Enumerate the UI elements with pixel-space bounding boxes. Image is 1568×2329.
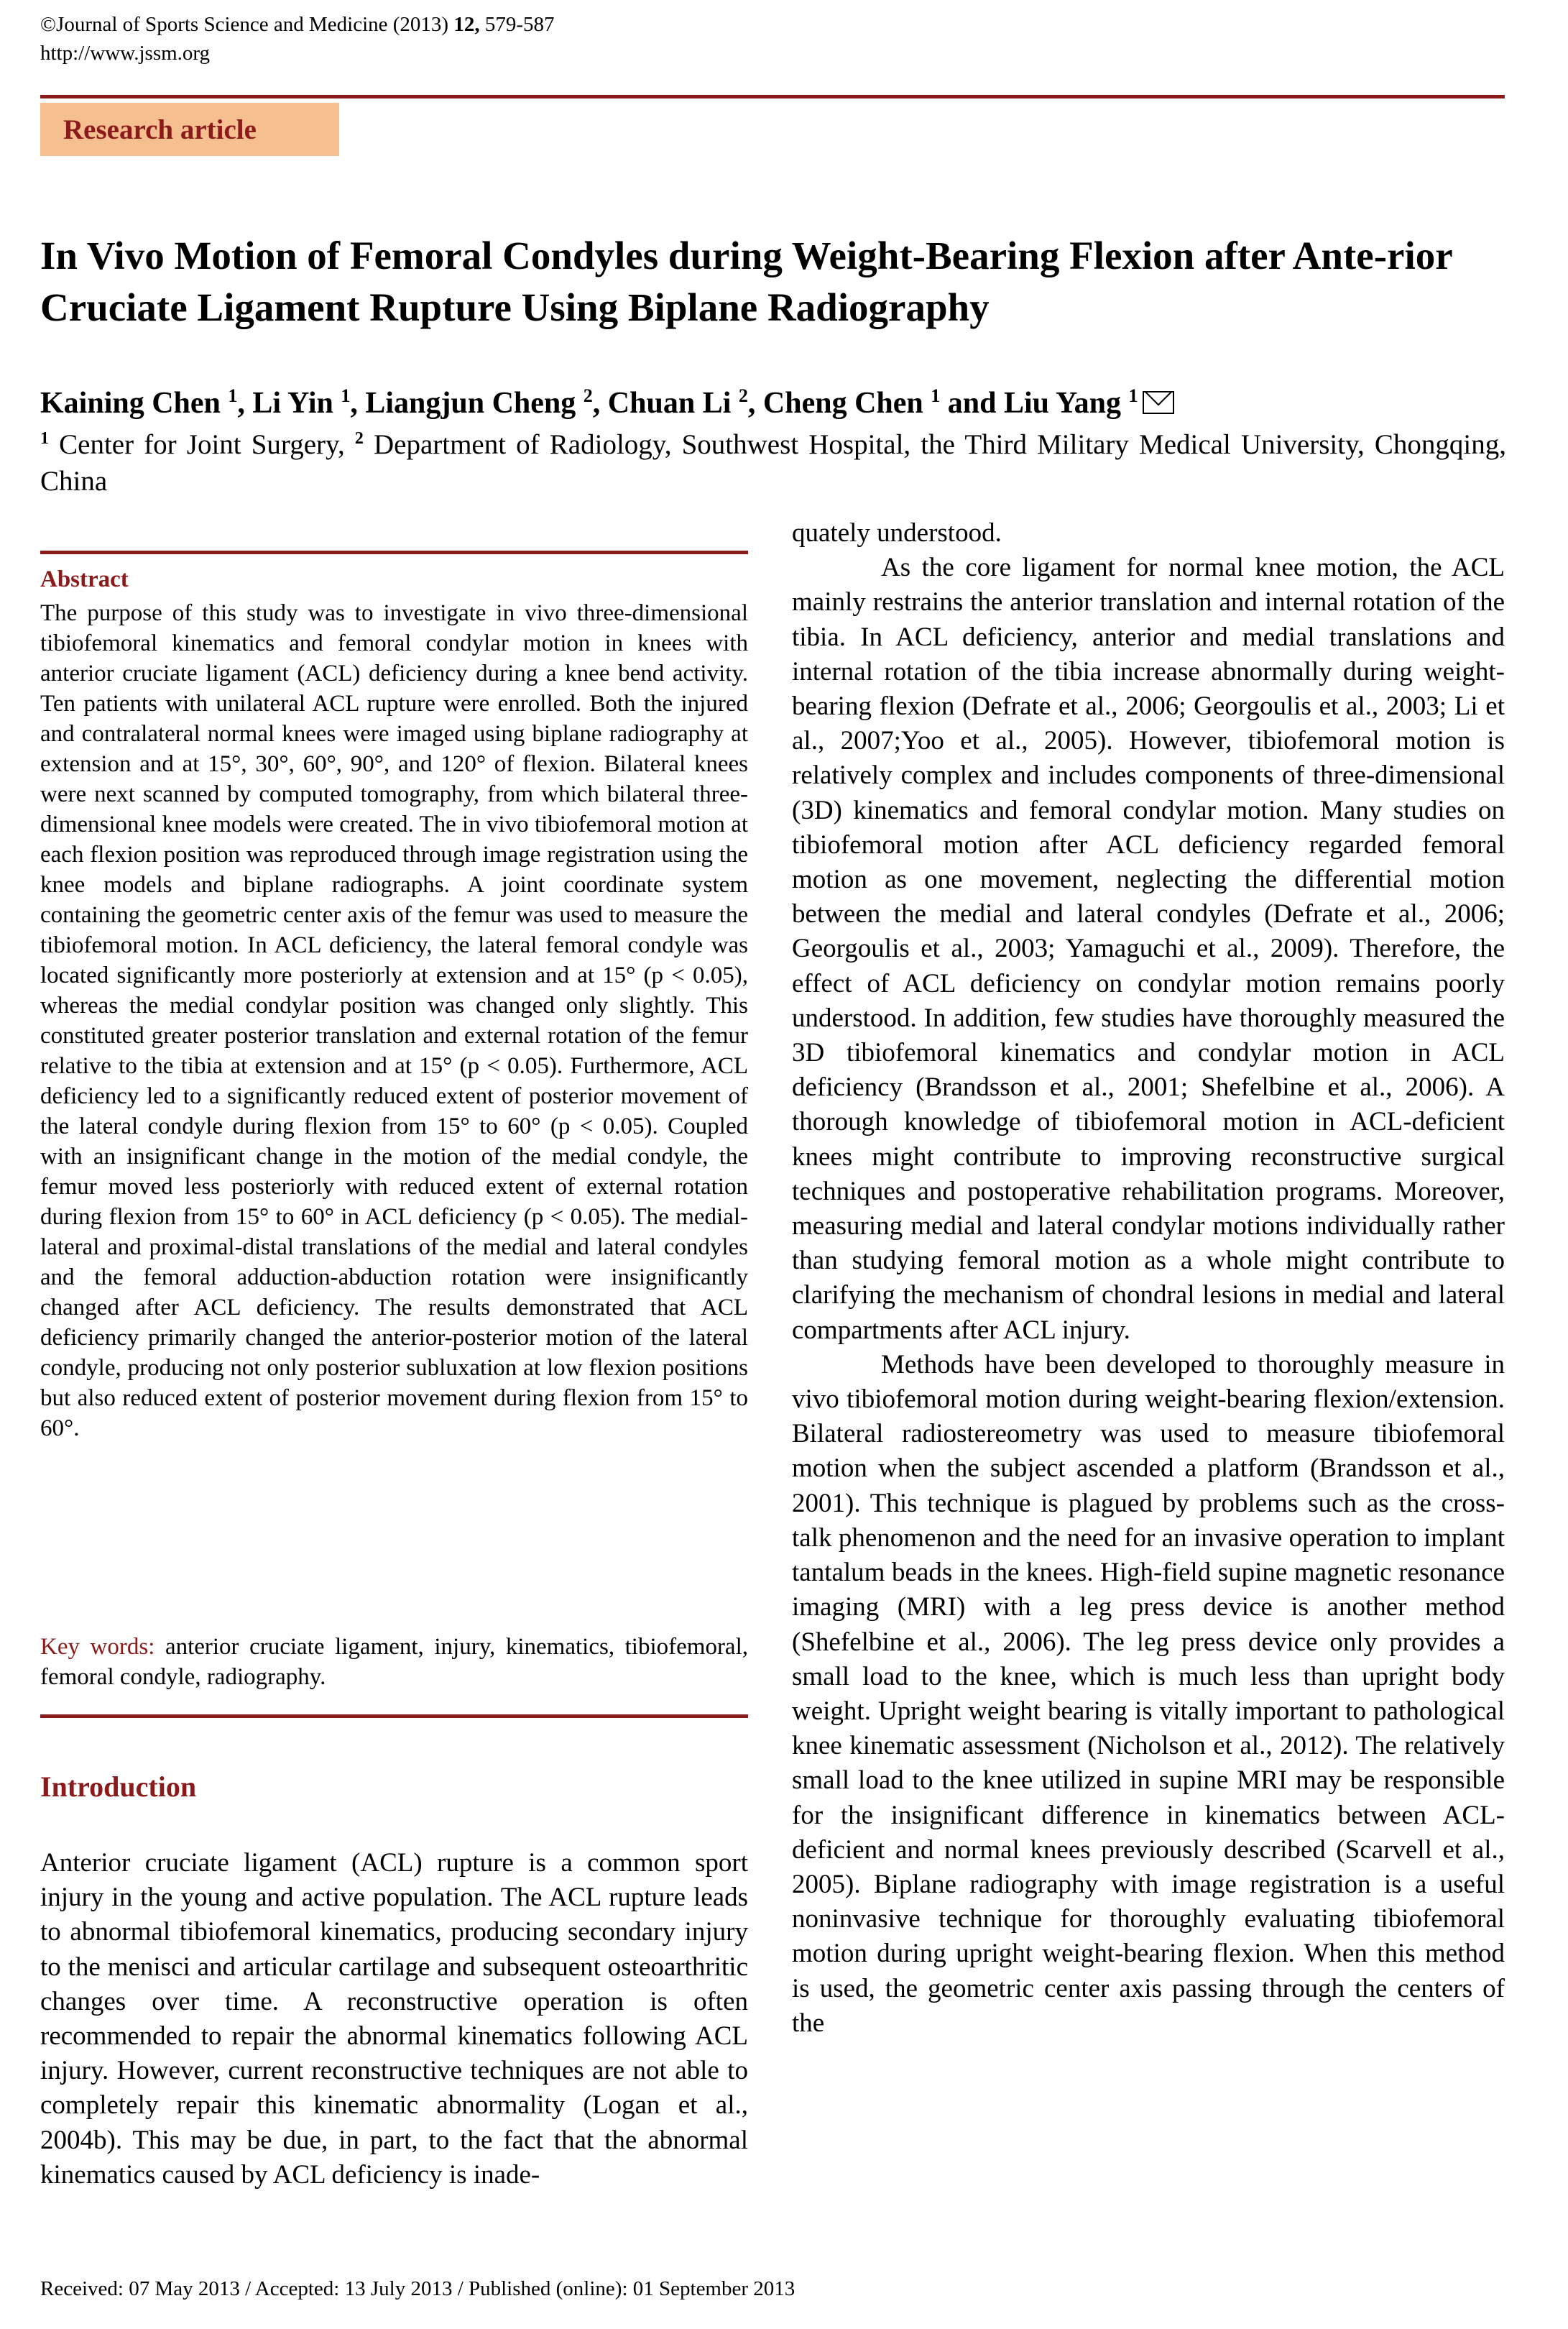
author-separator: , <box>350 387 366 420</box>
keywords <box>40 1632 748 1692</box>
keywords-label: Key words: <box>40 1634 155 1660</box>
right-paragraph-continuation: quately understood. <box>792 518 1002 548</box>
author-separator: and <box>940 387 1004 420</box>
keywords-text: anterior cruciate ligament, injury, kinematics, tibiofemoral, femoral condyle, radiography. <box>40 1634 748 1690</box>
header-rule <box>40 95 1505 98</box>
right-column <box>792 516 1505 2041</box>
right-paragraph-1: As the core ligament for normal knee motion, the ACL mainly restrains the anterior translation and internal rotation of the tibia. In ACL deficiency, anterior and medial translations and internal rotation of the tibia increase abnormally during weight-bearing flexion (Defrate et al., 2006; Georgoulis et al., 2003; Li et al., 2007;Yoo et al., 2005). However, tibiofemoral motion is relatively complex and includes components of three-dimensional (3D) kinematics and femoral condylar motion. Many studies on tibiofemoral motion after ACL deficiency regarded femoral motion as one movement, neglecting the differential motion between the medial and lateral condyles (Defrate et al., 2006; Georgoulis et al., 2003; Yamaguchi et al., 2009). Therefore, the effect of ACL deficiency on condylar motion remains poorly understood. In addition, few studies have thoroughly measured the 3D tibiofemoral kinematics and condylar motion in ACL deficiency (Brandsson et al., 2001; Shefelbine et al., 2006). A thorough knowledge of tibiofemoral motion in ACL-deficient knees might contribute to improving reconstructive surgical techniques and postoperative rehabilitation programs. Moreover, measuring medial and lateral condylar motions individually rather than studying femoral motion as a whole might contribute to clarifying the mechanism of chondral lesions in medial and lateral compartments after ACL injury. <box>792 553 1505 1345</box>
article-title: In Vivo Motion of Femoral Condyles during Weight-Bearing Flexion after Ante-rior Cruciate Ligament Rupture Using Biplane Radiography <box>40 234 1452 329</box>
envelope-icon[interactable] <box>1143 391 1174 414</box>
introduction-heading: Introduction <box>40 1770 197 1803</box>
abstract-heading: Abstract <box>40 566 129 592</box>
author-affiliation-mark: 1 <box>931 385 941 406</box>
author-list <box>40 377 1513 422</box>
affiliations: $^1$ Center for Joint Surgery, $^2$ Department of Radiology, Southwest Hospital, the Third Military Medical University, Chongqing, China <box>40 429 1506 497</box>
author-separator: , <box>747 387 763 420</box>
article-type-badge <box>40 103 339 156</box>
author-affiliation-mark: 2 <box>738 385 748 406</box>
journal-volume: 12, <box>453 13 480 36</box>
author-name: Cheng Chen <box>762 387 931 420</box>
author-affiliation-mark: 1 <box>228 385 238 406</box>
introduction-paragraph: Anterior cruciate ligament (ACL) rupture is a common sport injury in the young and active population. The ACL rupture leads to abnormal tibiofemoral kinematics, producing secondary injury to the menisci and articular cartilage and subsequent osteoarthritic changes over time. A reconstructive operation is often recommended to repair the abnormal kinematics following ACL injury. However, current reconstructive techniques are not able to completely repair this kinematic abnormality (Logan et al., 2004b). This may be due, in part, to the fact that the abnormal kinematics caused by ACL deficiency is inade- <box>40 1848 748 2190</box>
abstract-bottom-rule <box>40 1714 748 1718</box>
abstract-top-rule <box>40 551 748 554</box>
journal-url[interactable]: http://www.jssm.org <box>40 42 211 65</box>
author-name: Li Yin <box>252 387 341 420</box>
author-affiliation-mark: 2 <box>583 385 593 406</box>
journal-citation: ©Journal of Sports Science and Medicine (2013) 12, 579-587 <box>40 13 555 36</box>
journal-header <box>40 10 555 68</box>
abstract-text: The purpose of this study was to investigate in vivo three-dimensional tibiofemoral kinematics and femoral condylar motion in knees with anterior cruciate ligament (ACL) deficiency during a knee bend activity. Ten patients with unilateral ACL rupture were enrolled. Both the injured and contralateral normal knees were imaged using biplane radiography at extension and at 15°, 30°, 60°, 90°, and 120° of flexion. Bilateral knees were next scanned by computed tomography, from which bilateral three-dimensional knee models were created. The in vivo tibiofemoral motion at each flexion position was reproduced through image registration using the knee models and biplane radiographs. A joint coordinate system containing the geometric center axis of the femur was used to measure the tibiofemoral motion. In ACL deficiency, the lateral femoral condyle was located significantly more posteriorly at extension and at 15° (p < 0.05), whereas the medial condylar position was changed only slightly. This constituted greater posterior translation and external rotation of the femur relative to the tibia at extension and at 15° (p < 0.05). Furthermore, ACL deficiency led to a significantly reduced extent of posterior movement of the lateral condyle during flexion from 15° to 60° (p < 0.05). Coupled with an insignificant change in the motion of the medial condyle, the femur moved less posteriorly with reduced extent of external rotation during flexion from 15° to 60° in ACL deficiency (p < 0.05). The medial-lateral and proximal-distal translations of the medial and lateral condyles and the femoral adduction-abduction rotation were insignificantly changed after ACL deficiency. The results demonstrated that ACL deficiency primarily changed the anterior-posterior motion of the lateral condyle, producing not only posterior subluxation at low flexion positions but also reduced extent of posterior movement during flexion from 15° to 60°. <box>40 600 748 1441</box>
author-separator: , <box>592 387 608 420</box>
author-affiliation-mark: 1 <box>1128 385 1138 406</box>
author-separator: , <box>237 387 253 420</box>
author-name: Liangjun Cheng <box>365 387 584 420</box>
publication-dates: Received: 07 May 2013 / Accepted: 13 July 2013 / Published (online): 01 September 2013 <box>40 2277 795 2300</box>
right-paragraph-2: Methods have been developed to thoroughly measure in vivo tibiofemoral motion during weight-bearing flexion/extension. Bilateral radiostereometry was used to measure tibiofemoral motion when the subject ascended a platform (Brandsson et al., 2001). This technique is plagued by problems such as the cross-talk phenomenon and the need for an invasive operation to implant tantalum beads in the knees. High-field supine magnetic resonance imaging (MRI) with a leg press device is another method (Shefelbine et al., 2006). The leg press device only provides a small load to the knee, which is much less than upright body weight. Upright weight bearing is vitally important to pathological knee kinematic assessment (Nicholson et al., 2012). The relatively small load to the knee utilized in supine MRI may be responsible for the insignificant difference in kinematics between ACL-deficient and normal knees previously described (Scarvell et al., 2005). Biplane radiography with image registration is a useful noninvasive technique for thoroughly evaluating tibiofemoral motion during upright weight-bearing flexion. When this method is used, the geometric center axis passing through the centers of the <box>792 1349 1505 2038</box>
author-name: Chuan Li <box>607 387 739 420</box>
author-name: Kaining Chen <box>40 387 229 420</box>
author-affiliation-mark: 1 <box>341 385 351 406</box>
author-name: Liu Yang <box>1004 387 1129 420</box>
article-type-label: Research article <box>63 114 257 145</box>
